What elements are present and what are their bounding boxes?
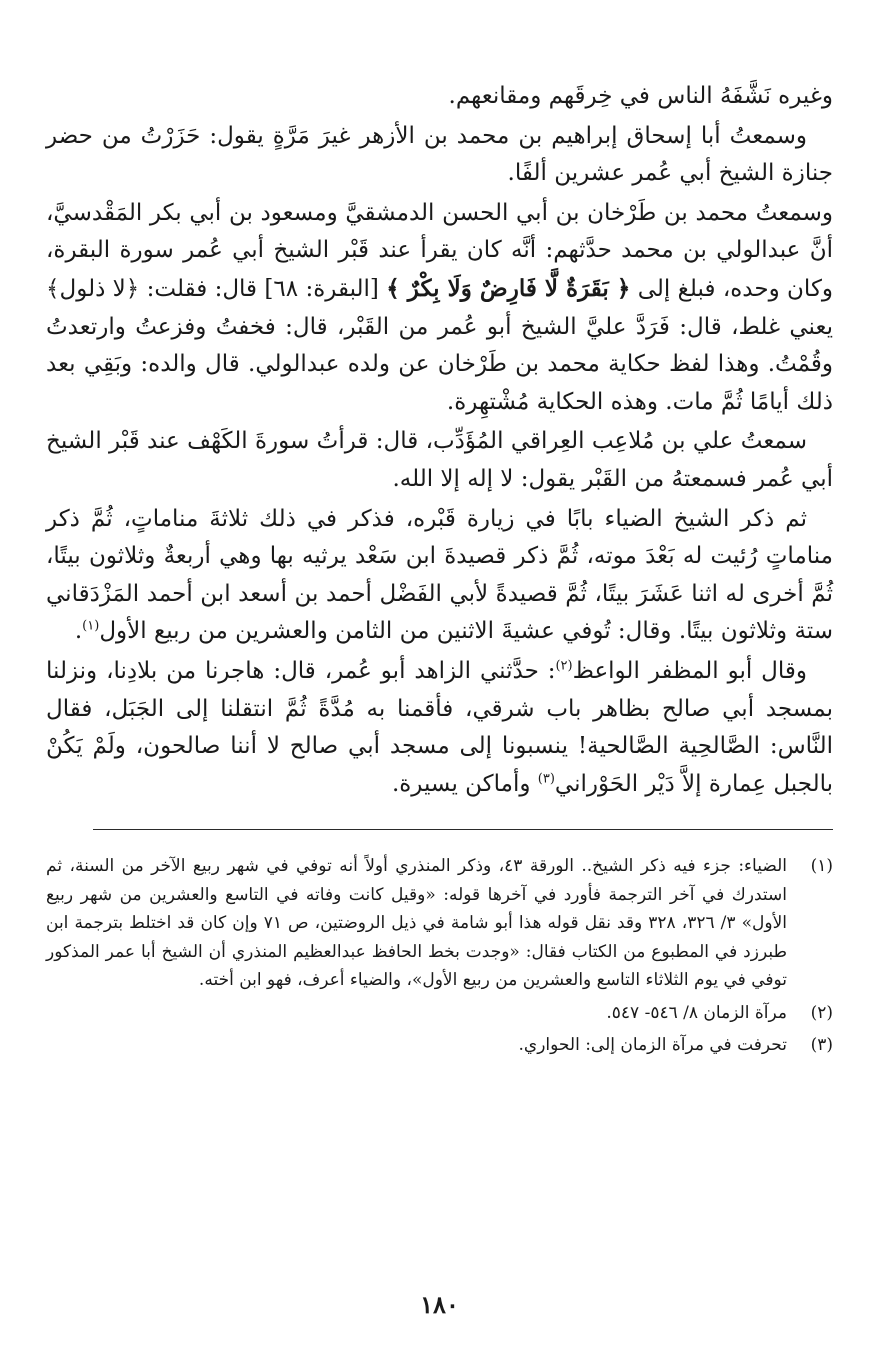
footnote [46, 999, 833, 1028]
footnote-text: تحرفت في مرآة الزمان إلى: الحواري. [518, 1035, 787, 1056]
text-segment: وقال أبو المظفر الواعظ [572, 657, 807, 684]
footnote-ref: (٢) [555, 658, 573, 674]
paragraph [46, 501, 833, 651]
text-segment: ثم ذكر الشيخ الضياء بابًا في زيارة قَبْره، فذكر في ذلك ثلاثةَ مناماتٍ، ثُمَّ ذكر مناماتٍ رُئيت له بَعْدَ موته، ثُمَّ ذكر قصيدةَ ابن سَعْد يرثيه بها وهي أربعةٌ وثلاثون بيتًا، ثُمَّ أخرى له اثنا عَشَرَ بيتًا، ثُمَّ قصيدةً لأبي الفَضْل أحمد بن أسعد ابن أحمد المَزْدَقاني ستة وثلاثون بيتًا. وقال: تُوفي عشيةَ الاثنين من الثامن والعشرين من ربيع الأول [46, 505, 833, 645]
text-segment: [البقرة: ٦٨] قال: فقلت: ﴿لا ذلول﴾ يعني غلط، قال: فَرَدَّ عليَّ الشيخ أبو عُمر من القَبْر، قال: فخفتُ وفزعتُ وارتعدتُ وقُمْتُ. وهذا لفظ حكاية محمد بن طَرْخان عن ولده عبدالولي. قال والده: وبَقِي بعد ذلك أيامًا ثُمَّ مات. وهذه الحكاية مُشْتهِرة. [46, 275, 833, 415]
text-segment: وسمعتُ أبا إسحاق إبراهيم بن محمد بن الأزهر غيرَ مَرَّةٍ يقول: حَزَرْتُ من حضر جنازة الشيخ أبي عُمر عشرين ألفًا. [46, 122, 833, 187]
footnote-ref: (٣) [537, 771, 555, 787]
text-segment: . [74, 618, 83, 645]
text-segment: : حدَّثني الزاهد أبو عُمر، قال: هاجرنا من بلادِنا، ونزلنا بمسجد أبي صالح بظاهر باب شرقي، فأقمنا به مُدَّةً ثُمَّ انتقلنا إلى الجَبَل، فقال النَّاس: الصَّالحِية الصَّالحية! ينسبونا إلى مسجد أبي صالح لا أننا صالحون، ولَمْ يَكُنْ بالجبل عِمارة إلاَّ دَيْر الحَوْراني [46, 657, 833, 797]
footnote-text: الضياء: جزء فيه ذكر الشيخ.. الورقة ٤٣، وذكر المنذري أولاً أنه توفي في شهر ربيع الآخر من السنة، ثم استدرك في آخر الترجمة فأورد في آخرها قوله: «وقيل كانت وفاته في التاسع والعشرين من شهر ربيع الأول» ٣/ ٣٢٦، ٣٢٨ وقد نقل قوله هذا أبو شامة في ذيل الروضتين، ص ٧١ وإن كان قد اختلط بترجمة ابن طبرزد في المطبوع من الكتاب فقال: «وجدت بخط الحافظ عبدالعظيم المنذري أن الشيخ أبا عمر المذكور توفي في يوم الثلاثاء التاسع والعشرين من ربيع الأول»، والضياء أعرف، فهو ابن أخته. [46, 856, 787, 991]
paragraph [46, 423, 833, 498]
paragraph [46, 118, 833, 193]
footnotes [46, 852, 833, 1060]
paragraph [46, 653, 833, 803]
footnote-divider [93, 829, 833, 830]
footnote-number: (١) [810, 856, 833, 877]
book-page [46, 78, 833, 1060]
paragraph [46, 195, 833, 422]
main-text [46, 78, 833, 803]
footnote-number: (٢) [810, 1002, 833, 1023]
quran-quote: ﴿ بَقَرَةٌ لَّا فَارِضٌ وَلَا بِكْرٌ ﴾ [386, 274, 631, 302]
footnote [46, 1031, 833, 1060]
page-number: ١٨٠ [420, 1290, 459, 1319]
text-segment: وغيره نَشَّفَهُ الناس في خِرقَهم ومقانعهم. [448, 83, 833, 109]
paragraph [46, 78, 833, 116]
footnote-text: مرآة الزمان ٨/ ٥٤٦- ٥٤٧. [606, 1002, 787, 1023]
footnote-ref: (١) [82, 618, 100, 634]
text-segment: سمعتُ علي بن مُلاعِب العِراقي المُؤَدِّب، قال: قرأتُ سورةَ الكَهْف عند قَبْر الشيخ أبي عُمر فسمعتهُ من القَبْر يقول: لا إله إلا الله. [46, 428, 833, 492]
footnote [46, 852, 833, 995]
text-segment: وسمعتُ محمد بن طَرْخان بن أبي الحسن الدمشقيَّ ومسعود بن أبي بكر المَقْدسيَّ، أنَّ عبدالولي بن محمد حدَّثهم: أنَّه كان يقرأ عند قَبْر الشيخ أبي عُمر سورة البقرة، وكان وحده، فبلغ إلى [46, 199, 833, 302]
text-segment: وأماكن يسيرة. [391, 770, 538, 797]
footnote-number: (٣) [810, 1035, 833, 1056]
